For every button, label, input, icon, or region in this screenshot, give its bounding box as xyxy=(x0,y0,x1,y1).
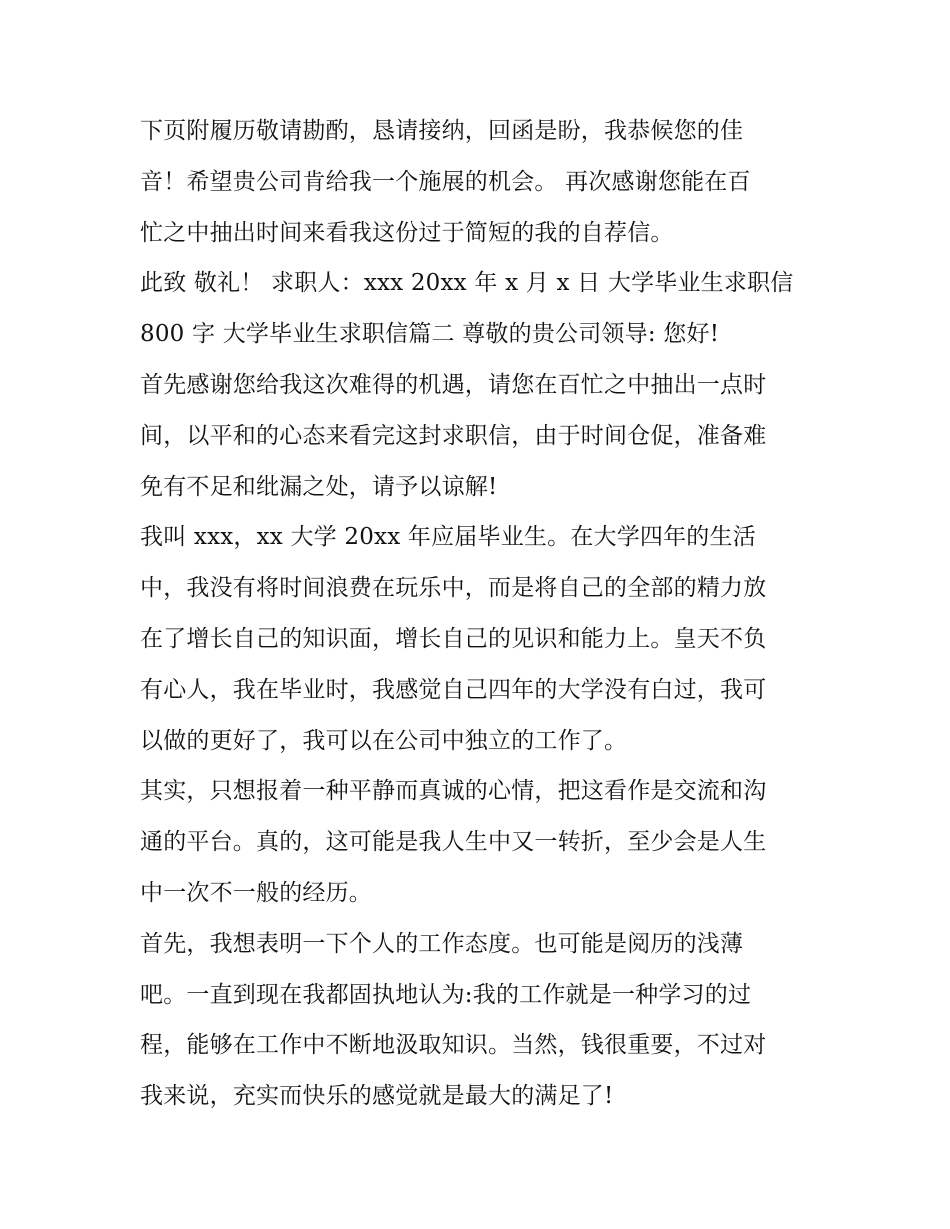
text-line: 其实，只想报着一种平静而真诚的心情，把这看作是交流和沟 xyxy=(140,778,767,805)
text-line: 我来说，充实而快乐的感觉就是最大的满足了! xyxy=(140,1083,614,1110)
text-line: 以做的更好了，我可以在公司中独立的工作了。 xyxy=(140,727,628,754)
text-line: 此致 敬礼！ 求职人：xxx 20xx 年 x 月 x 日 大学毕业生求职信 xyxy=(140,270,794,297)
document-body xyxy=(140,106,820,1122)
text-line: 忙之中抽出时间来看我这份过于简短的我的自荐信。 xyxy=(140,219,674,246)
text-line: 免有不足和纰漏之处，请予以谅解! xyxy=(140,473,498,500)
text-line: 下页附履历敬请勘酌，恳请接纳，回函是盼，我恭候您的佳 xyxy=(140,118,744,144)
text-line: 800 字 大学毕业生求职信篇二 尊敬的贵公司领导: 您好! xyxy=(140,321,720,348)
text-line: 间，以平和的心态来看完这封求职信，由于时间仓促，准备难 xyxy=(140,422,767,449)
text-line: 通的平台。真的，这可能是我人生中又一转折，至少会是人生 xyxy=(140,829,767,856)
text-line: 我叫 xxx，xx 大学 20xx 年应届毕业生。在大学四年的生活 xyxy=(140,524,756,551)
text-line: 在了增长自己的知识面，增长自己的见识和能力上。皇天不负 xyxy=(140,625,767,652)
text-line: 有心人，我在毕业时，我感觉自己四年的大学没有白过，我可 xyxy=(140,676,767,703)
text-line: 首先，我想表明一下个人的工作态度。也可能是阅历的浅薄 xyxy=(140,930,744,957)
text-line: 中，我没有将时间浪费在玩乐中，而是将自己的全部的精力放 xyxy=(140,575,767,602)
text-line: 音！希望贵公司肯给我一个施展的机会。 再次感谢您能在百 xyxy=(140,168,751,195)
text-line: 程，能够在工作中不断地汲取知识。当然，钱很重要，不过对 xyxy=(140,1032,767,1059)
text-line: 首先感谢您给我这次难得的机遇，请您在百忙之中抽出一点时 xyxy=(140,371,767,398)
text-line: 中一次不一般的经历。 xyxy=(140,879,372,906)
text-line: 吧。一直到现在我都固执地认为:我的工作就是一种学习的过 xyxy=(140,981,752,1008)
